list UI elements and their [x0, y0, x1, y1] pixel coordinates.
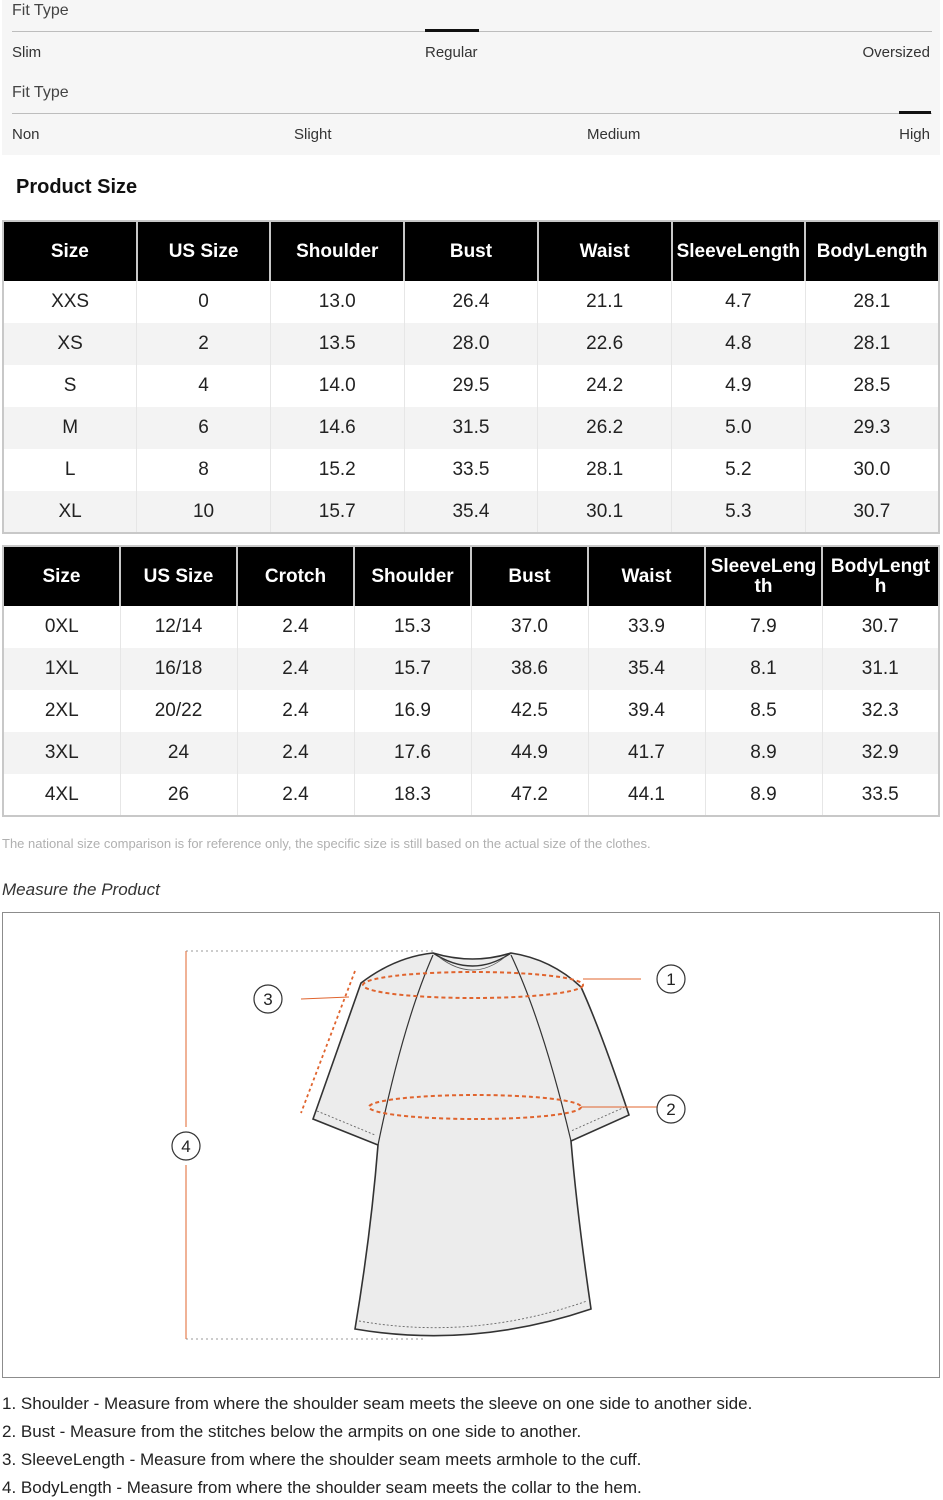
col-header: Shoulder — [270, 221, 404, 281]
table-cell: 4 — [137, 365, 271, 407]
table-cell: 5.0 — [672, 407, 806, 449]
col-header: Size — [3, 221, 137, 281]
table-cell: 28.5 — [805, 365, 939, 407]
fit-option-oversized: Oversized — [862, 44, 930, 61]
table-cell: 5.3 — [672, 491, 806, 533]
stretch-option-slight: Slight — [294, 126, 332, 143]
stretch-selected-marker — [899, 111, 931, 114]
table-cell: 8.1 — [705, 648, 822, 690]
size-table-plus — [2, 545, 940, 817]
table-cell: 26 — [120, 774, 237, 816]
table-cell: 28.0 — [404, 323, 538, 365]
table-header-row — [3, 221, 939, 281]
table-cell: 33.5 — [822, 774, 939, 816]
table-cell: 47.2 — [471, 774, 588, 816]
tshirt-diagram-svg — [3, 913, 939, 1377]
table-cell: 35.4 — [404, 491, 538, 533]
col-header: US Size — [120, 546, 237, 606]
table-cell: 13.0 — [270, 281, 404, 323]
table-cell: 22.6 — [538, 323, 672, 365]
svg-text:1: 1 — [666, 970, 676, 989]
tshirt-shape — [313, 953, 629, 1336]
table-cell: 20/22 — [120, 690, 237, 732]
table-cell: 37.0 — [471, 606, 588, 648]
table-cell: 12/14 — [120, 606, 237, 648]
size-note: The national size comparison is for reference only, the specific size is still based on the actual size of the clothes. — [2, 836, 651, 851]
col-header: SleeveLength — [705, 546, 822, 606]
size-table-standard — [2, 220, 940, 534]
table-header-row — [3, 546, 939, 606]
table-cell: 30.0 — [805, 449, 939, 491]
svg-text:4: 4 — [181, 1137, 191, 1156]
col-header: Size — [3, 546, 120, 606]
table-cell: 14.0 — [270, 365, 404, 407]
table-cell: 38.6 — [471, 648, 588, 690]
fit-selected-marker — [425, 29, 479, 32]
table-cell: 8.5 — [705, 690, 822, 732]
table-row — [3, 491, 939, 533]
table-cell: 6 — [137, 407, 271, 449]
col-header: US Size — [137, 221, 271, 281]
svg-text:2: 2 — [666, 1100, 676, 1119]
stretch-type-title: Fit Type — [12, 84, 69, 101]
table-cell: 28.1 — [538, 449, 672, 491]
table-cell: 15.3 — [354, 606, 471, 648]
table-cell: 8.9 — [705, 732, 822, 774]
table-cell: M — [3, 407, 137, 449]
table-cell: 17.6 — [354, 732, 471, 774]
table-cell: 14.6 — [270, 407, 404, 449]
marker-3 — [254, 985, 282, 1013]
table-cell: 16/18 — [120, 648, 237, 690]
table-cell: 7.9 — [705, 606, 822, 648]
table-row — [3, 774, 939, 816]
col-header: Waist — [538, 221, 672, 281]
table-cell: 2XL — [44, 700, 79, 721]
table-cell: 33.9 — [588, 606, 705, 648]
table-cell: S — [63, 375, 77, 396]
table-row — [3, 407, 939, 449]
table-cell: 15.2 — [270, 449, 404, 491]
col-header: Crotch — [237, 546, 354, 606]
table-cell: 3XL — [3, 732, 120, 774]
table-cell: 13.5 — [270, 323, 404, 365]
table-cell: 31.1 — [822, 648, 939, 690]
table-row — [3, 648, 939, 690]
fit-type-panel — [2, 0, 940, 155]
table-cell: 4.8 — [672, 323, 806, 365]
marker-4 — [172, 1132, 200, 1160]
table-cell: 21.1 — [538, 281, 672, 323]
col-header: Shoulder — [354, 546, 471, 606]
measurement-diagram — [2, 912, 940, 1378]
table-cell: 26.2 — [538, 407, 672, 449]
table-cell: XXS — [51, 291, 90, 312]
table-cell: 2.4 — [237, 690, 354, 732]
table-cell: 29.5 — [404, 365, 538, 407]
table-row — [3, 690, 939, 732]
table-cell: 2.4 — [237, 648, 354, 690]
table-cell: 26.4 — [404, 281, 538, 323]
table-cell: 44.1 — [588, 774, 705, 816]
table-cell: 2.4 — [237, 606, 354, 648]
stretch-scale-line — [12, 113, 932, 114]
table-cell: 4XL — [44, 783, 79, 805]
table-cell: 24.2 — [538, 365, 672, 407]
table-body — [3, 606, 939, 816]
table-cell: XL — [3, 491, 137, 533]
table-row — [3, 323, 939, 365]
table-cell: 24 — [120, 732, 237, 774]
table-cell: 1XL — [3, 648, 120, 690]
table-cell: 18.3 — [354, 774, 471, 816]
col-header: BodyLength — [805, 221, 939, 281]
table-cell: 4.7 — [672, 281, 806, 323]
instruction-body-length: 4. BodyLength - Measure from where the shoulder seam meets the collar to the hem. — [2, 1478, 642, 1497]
measure-instructions — [2, 1393, 932, 1500]
sleeve-leader-line — [301, 997, 349, 999]
table-cell: 41.7 — [588, 732, 705, 774]
product-size-title: Product Size — [16, 176, 138, 198]
table-cell: 2.4 — [237, 732, 354, 774]
instruction-shoulder: 1. Shoulder - Measure from where the shoulder seam meets the sleeve on one side to another side. — [2, 1394, 753, 1413]
table-cell: 30.7 — [805, 491, 939, 533]
table-cell: 5.2 — [672, 449, 806, 491]
fit-type-title: Fit Type — [12, 2, 69, 19]
table-cell: 32.3 — [822, 690, 939, 732]
table-row — [3, 281, 939, 323]
table-row — [3, 449, 939, 491]
col-header: BodyLength — [822, 546, 939, 606]
stretch-option-medium: Medium — [587, 126, 641, 143]
table-body — [3, 281, 939, 533]
fit-option-slim: Slim — [12, 44, 42, 61]
table-cell: 10 — [137, 491, 271, 533]
instruction-sleeve-length: 3. SleeveLength - Measure from where the shoulder seam meets armhole to the cuff. — [2, 1450, 642, 1469]
stretch-option-non: Non — [12, 126, 40, 143]
table-cell: 8.9 — [705, 774, 822, 816]
marker-1 — [657, 965, 685, 993]
measure-title: Measure the Product — [2, 880, 160, 899]
table-cell: 16.9 — [354, 690, 471, 732]
table-cell: 8 — [137, 449, 271, 491]
table-cell: 30.1 — [538, 491, 672, 533]
table-cell: 15.7 — [270, 491, 404, 533]
table-cell: 29.3 — [805, 407, 939, 449]
marker-2 — [657, 1095, 685, 1123]
table-cell: 2.4 — [237, 774, 354, 816]
table-cell: XS — [3, 323, 137, 365]
col-header: Waist — [588, 546, 705, 606]
table-cell: 31.5 — [404, 407, 538, 449]
table-cell: 4.9 — [672, 365, 806, 407]
table-cell: 32.9 — [822, 732, 939, 774]
table-cell: L — [64, 459, 76, 480]
table-cell: 0XL — [44, 616, 79, 637]
table-cell: 2 — [137, 323, 271, 365]
col-header: SleeveLength — [672, 221, 806, 281]
col-header: Bust — [471, 546, 588, 606]
table-cell: 44.9 — [471, 732, 588, 774]
table-cell: 39.4 — [588, 690, 705, 732]
table-cell: 35.4 — [588, 648, 705, 690]
table-cell: 15.7 — [354, 648, 471, 690]
col-header: Bust — [404, 221, 538, 281]
table-cell: 30.7 — [822, 606, 939, 648]
table-row — [3, 732, 939, 774]
fit-option-regular: Regular — [425, 44, 478, 61]
table-cell: 42.5 — [471, 690, 588, 732]
svg-text:3: 3 — [263, 990, 273, 1009]
table-cell: 33.5 — [404, 449, 538, 491]
table-cell: 0 — [137, 281, 271, 323]
stretch-option-high: High — [899, 126, 930, 143]
table-cell: 28.1 — [805, 323, 939, 365]
instruction-bust: 2. Bust - Measure from the stitches below the armpits on one side to another. — [2, 1422, 582, 1441]
table-row — [3, 365, 939, 407]
table-cell: 28.1 — [805, 281, 939, 323]
table-row — [3, 606, 939, 648]
